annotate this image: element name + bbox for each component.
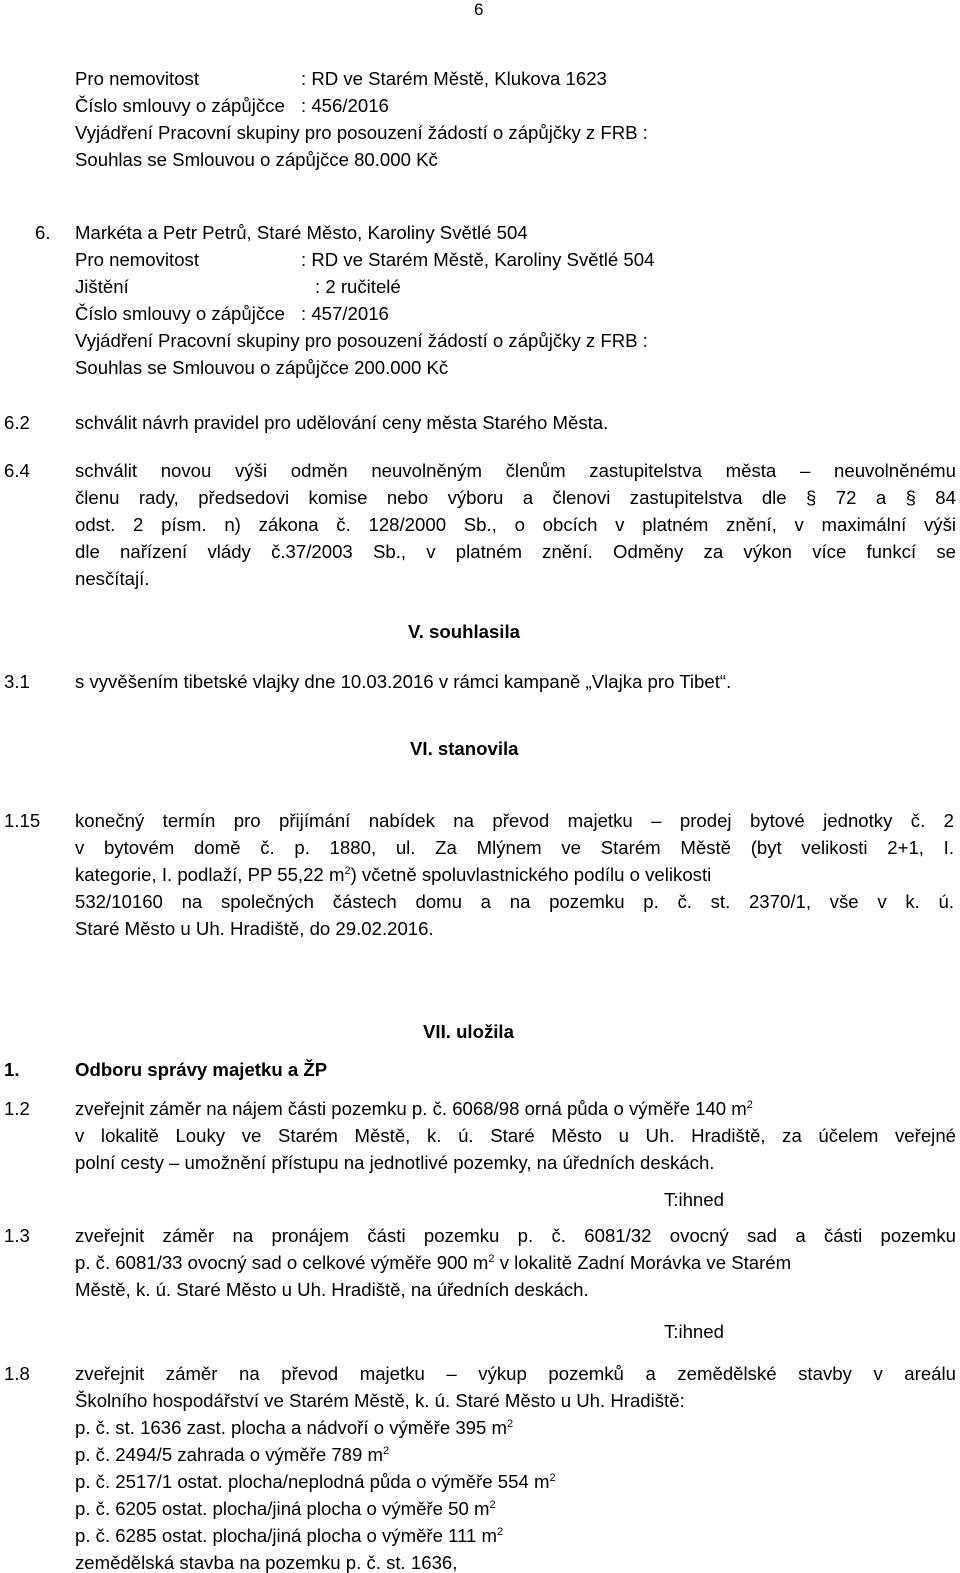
resolution-line: členu rady, předsedovi komise nebo výboru a členovi zastupitelstva dle § 72 a § 84	[75, 487, 956, 508]
parcel-text: p. č. 2517/1 ostat. plocha/neplodná půda o výměře 554 m	[75, 1471, 550, 1492]
contract-label: Číslo smlouvy o zápůjčce	[75, 303, 285, 324]
parcel-text: p. č. 6205 ostat. plocha/jiná plocha o výměře 50 m	[75, 1498, 490, 1519]
superscript: 2	[746, 1099, 753, 1111]
property-label: Pro nemovitost	[75, 249, 200, 270]
resolution-text: s vyvěšením tibetské vlajky dne 10.03.2016 v rámci kampaně „Vlajka pro Tibet“.	[75, 671, 732, 692]
task-line-tail: v lokalitě Zadní Morávka ve Starém	[494, 1252, 792, 1273]
item-number: 6.4	[4, 460, 30, 481]
task-line: zemědělská stavba na pozemku p. č. st. 1636,	[75, 1552, 458, 1573]
property-value: : RD ve Starém Městě, Karoliny Světlé 504	[301, 249, 655, 270]
parcel-text: p. č. 6285 ostat. plocha/jiná plocha o výměře 111 m	[75, 1525, 498, 1546]
resolution-line: Staré Město u Uh. Hradiště, do 29.02.2016.	[75, 918, 434, 939]
consent-text: Souhlas se Smlouvou o zápůjčce 200.000 Kč	[75, 357, 449, 378]
resolution-line: dle nařízení vlády č.37/2003 Sb., v platném znění. Odměny za výkon více funkcí se	[75, 541, 956, 562]
superscript: 2	[344, 865, 351, 877]
item-number: 6.	[35, 222, 51, 243]
task-line: Školního hospodářství ve Starém Městě, k. ú. Staré Město u Uh. Hradiště:	[75, 1390, 685, 1411]
parcel-text: p. č. 2494/5 zahrada o výměře 789 m	[75, 1444, 384, 1465]
item-number: 1.2	[4, 1098, 30, 1119]
resolution-text: schválit návrh pravidel pro udělování ceny města Starého Města.	[75, 412, 609, 433]
applicant-text: Markéta a Petr Petrů, Staré Město, Karoliny Světlé 504	[75, 222, 528, 243]
contract-value: : 456/2016	[301, 95, 389, 116]
parcel-text: p. č. st. 1636 zast. plocha a nádvoří o výměře 395 m	[75, 1417, 508, 1438]
task-line: zveřejnit záměr na pronájem části pozemku p. č. 6081/32 ovocný sad a části pozemku	[75, 1225, 956, 1246]
opinion-text: Vyjádření Pracovní skupiny pro posouzení žádostí o zápůjčky z FRB :	[75, 122, 648, 143]
item-number: 1.8	[4, 1363, 30, 1384]
section-heading-vii: VII. uložila	[423, 1021, 514, 1042]
resolution-line: schválit novou výši odměn neuvolněným členům zastupitelstva města – neuvolněnému	[75, 460, 956, 481]
item-number: 1.3	[4, 1225, 30, 1246]
contract-value: : 457/2016	[301, 303, 389, 324]
department-name: Odboru správy majetku a ŽP	[75, 1059, 328, 1080]
task-line: v lokalitě Louky ve Starém Městě, k. ú. Staré Město u Uh. Hradiště, za účelem veřejné	[75, 1125, 956, 1146]
superscript: 2	[497, 1526, 504, 1538]
item-number: 3.1	[4, 671, 30, 692]
task-line-start: p. č. 6081/33 ovocný sad o celkové výměře 900 m	[75, 1252, 489, 1273]
section-heading-vi: VI. stanovila	[410, 738, 519, 759]
task-line: zveřejnit záměr na převod majetku – výkup pozemků a zemědělské stavby v areálu	[75, 1363, 956, 1384]
resolution-line-tail: ) včetně spoluvlastnického podílu o velikosti	[350, 864, 712, 885]
superscript: 2	[507, 1418, 514, 1430]
resolution-line: v bytovém domě č. p. 1880, ul. Za Mlýnem ve Starém Městě (byt velikosti 2+1, I.	[75, 837, 954, 858]
consent-text: Souhlas se Smlouvou o zápůjčce 80.000 Kč	[75, 149, 438, 170]
deadline: T:ihned	[664, 1321, 724, 1342]
security-value: : 2 ručitelé	[315, 276, 401, 297]
superscript: 2	[549, 1472, 556, 1484]
superscript: 2	[383, 1445, 390, 1457]
opinion-text: Vyjádření Pracovní skupiny pro posouzení žádostí o zápůjčky z FRB :	[75, 330, 648, 351]
contract-label: Číslo smlouvy o zápůjčce	[75, 95, 285, 116]
property-label: Pro nemovitost	[75, 68, 200, 89]
item-number: 1.15	[4, 810, 41, 831]
item-number: 6.2	[4, 412, 30, 433]
deadline: T:ihned	[664, 1189, 724, 1210]
resolution-line: nesčítají.	[75, 568, 150, 589]
section-heading-v: V. souhlasila	[408, 621, 520, 642]
task-line: polní cesty – umožnění přístupu na jednotlivé pozemky, na úředních deskách.	[75, 1152, 715, 1173]
resolution-line: odst. 2 písm. n) zákona č. 128/2000 Sb., o obcích v platném znění, v maximální výši	[75, 514, 956, 535]
resolution-line: 532/10160 na společných částech domu a na pozemku p. č. st. 2370/1, vše v k. ú.	[75, 891, 954, 912]
page-number: 6	[474, 0, 484, 19]
task-line: zveřejnit záměr na nájem části pozemku p. č. 6068/98 orná půda o výměře 140 m	[75, 1098, 747, 1119]
superscript: 2	[489, 1499, 496, 1511]
resolution-line: konečný termín pro přijímání nabídek na převod majetku – prodej bytové jednotky č. 2	[75, 810, 954, 831]
superscript: 2	[488, 1253, 495, 1265]
resolution-line-start: kategorie, I. podlaží, PP 55,22 m	[75, 864, 345, 885]
property-value: : RD ve Starém Městě, Klukova 1623	[301, 68, 607, 89]
item-number: 1.	[4, 1059, 20, 1080]
security-label: Jištění	[75, 276, 129, 297]
task-line: Městě, k. ú. Staré Město u Uh. Hradiště, na úředních deskách.	[75, 1279, 589, 1300]
